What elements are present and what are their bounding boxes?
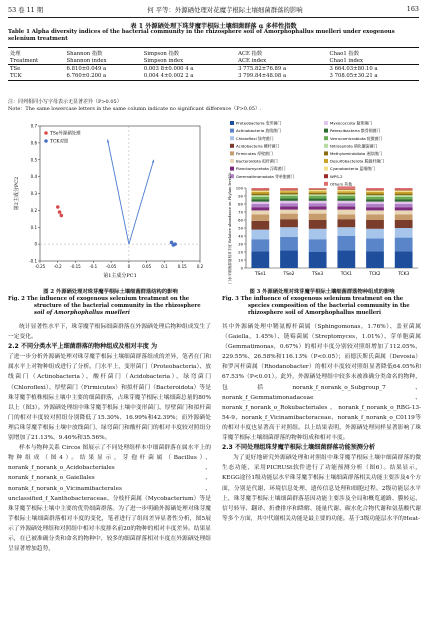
stacked-bar-segment: [251, 239, 269, 251]
loading-arrow: [108, 140, 129, 245]
right-column: [222, 322, 421, 524]
stacked-bar-segment: [251, 251, 269, 268]
stacked-bar-segment: [309, 214, 327, 220]
stacked-bar-segment: [251, 195, 269, 197]
stacked-bar-segment: [309, 198, 327, 200]
stacked-bar-segment: [395, 204, 413, 207]
legend-label: Proteobacteria 变形菌门: [236, 120, 282, 126]
legend-swatch: [230, 151, 234, 155]
stacked-bar-segment: [337, 186, 355, 188]
stacked-bar-segment: [251, 210, 269, 214]
stacked-bar-segment: [337, 227, 355, 236]
y-tick-label: 80: [238, 201, 243, 207]
y-tick-label: 20: [238, 249, 243, 255]
y-tick-label: 40: [238, 233, 243, 239]
stacked-bar-segment: [309, 220, 327, 229]
stacked-bar-segment: [395, 190, 413, 192]
x-tick-label: -0.15: [70, 264, 81, 269]
stacked-bar-segment: [395, 202, 413, 204]
table-cell: 3 664.03±80.10 a: [329, 65, 378, 72]
stacked-bar-segment: [280, 206, 298, 209]
stacked-bar-segment: [366, 207, 384, 210]
y-tick-label: 30: [238, 241, 243, 247]
fig2-caption-en-1: Fig. 2 The influence of exogenous selenium treatment on the: [8, 296, 190, 303]
column-header: Treatment: [8, 57, 65, 65]
legend-label: Actinobacteria 放线菌门: [236, 128, 281, 134]
loading-arrow: [129, 160, 154, 244]
x-tick-label: 0: [127, 264, 131, 269]
legend-label: Methylomirabilota 迷踪菌门: [330, 151, 383, 156]
legend-label: Verrucomicrobiota 疣微菌门: [330, 135, 383, 141]
y-tick-label: 0: [240, 265, 243, 271]
stacked-bar-segment: [366, 204, 384, 207]
y-tick-label: 0.6: [30, 140, 37, 146]
y-tick-label: -0.1: [29, 258, 37, 264]
legend-label: Nitrospirota 硝化螺旋菌门: [330, 143, 378, 149]
stacked-bar-segment: [280, 194, 298, 196]
stacked-bar-segment: [309, 193, 327, 195]
stacked-bar-segment: [309, 194, 327, 196]
legend-swatch: [324, 174, 328, 178]
stacked-bar-segment: [251, 188, 269, 190]
legend-label: Firmicutes 厚壁菌门: [236, 151, 273, 156]
stacked-bar-segment: [337, 190, 355, 192]
left-column: [8, 322, 211, 554]
legend-label: Patescibacteria 髌骨细菌门: [330, 128, 381, 134]
stacked-bar-segment: [280, 190, 298, 191]
fig3-caption: [222, 289, 422, 318]
stacked-bar-segment: [251, 207, 269, 210]
arrow-head: [152, 160, 154, 163]
table-cell: 3 708.05±30.21 a: [328, 73, 419, 81]
alpha-diversity-table: [8, 47, 419, 81]
y-axis-label: 门水平细菌群落相对丰度 Relative abundance on Phylum level/%: [228, 172, 232, 284]
column-header: Shannon index: [65, 57, 142, 65]
section-heading: 2.3 不同处理组珠芽魔芋根际土壤细菌群落功能预测分析: [222, 444, 376, 452]
fig2-caption-en-3: soil of Amorphophallus muelleri: [34, 310, 130, 317]
x-tick-label: TCK2: [369, 272, 381, 277]
running-title: 何 平等：外源硒处理对花魔芋根际土壤细菌群落的影响: [147, 6, 303, 14]
y-tick-label: 0.7: [30, 123, 37, 129]
y-tick-label: 0.3: [30, 191, 37, 196]
legend-label: Chloroflexi 绿弯菌门: [236, 135, 274, 141]
stacked-bar-segment: [251, 190, 269, 191]
stacked-bar-segment: [280, 214, 298, 220]
table-row: [8, 73, 419, 81]
legend-swatch: [324, 167, 328, 171]
legend-label: Myxococcota 黏球菌门: [330, 120, 373, 126]
stacked-bar-segment: [395, 251, 413, 268]
x-tick-label: TSe1: [254, 272, 266, 277]
stacked-bar-segment: [395, 199, 413, 201]
stacked-bar-segment: [280, 190, 298, 191]
fig2-caption-en-2: structure of the bacterial community in the rhizosphere: [34, 303, 201, 310]
legend-swatch: [230, 144, 234, 148]
x-tick-label: -0.25: [34, 264, 46, 269]
legend-label: Desulfobacterota 脱硫杆菌门: [330, 158, 385, 164]
stacked-bar-segment: [337, 250, 355, 268]
stacked-bar-segment: [309, 206, 327, 209]
legend-marker: [44, 131, 48, 135]
y-tick-label: 0: [34, 241, 37, 247]
fig2-caption: [8, 289, 213, 318]
data-point: [172, 243, 176, 247]
stacked-bar-segment: [280, 201, 298, 203]
stacked-bar-segment: [251, 202, 269, 204]
legend-swatch: [324, 159, 328, 163]
paragraph: 为了更好地研究外源硒处理和对照组中珠芽魔芋根际土壤中细菌群落的微生态功能，采用PICRUSt软件进行了功能预测分析（图6）。结果显示，KEGG途径1级功能层水平珠芽魔芋根际土壤细菌群落相关功能主要涉及4个方面，分别是代谢、环境信息处理、遗传信息处理和细胞过程。2级功能层水平上，珠芽魔芋根际土壤细菌群落基因功能主要涉及全局和概览通路、膜转运、信号转导、翻译、折叠排序和降解、能量代谢、碳水化合物代谢和氨基酸代谢等多个方面，其中代谢相关功能是最主要的功能。基于3级功能层水平的Heat-: [222, 455, 421, 522]
legend-swatch: [324, 121, 328, 125]
column-header: Simpson index: [142, 57, 236, 65]
stacked-bar-segment: [251, 221, 269, 230]
stacked-bar-segment: [395, 210, 413, 214]
stacked-bar-segment: [309, 191, 327, 193]
stacked-bar-segment: [395, 197, 413, 199]
x-tick-label: 0.15: [177, 264, 187, 269]
fig3-caption-en-1: Fig. 3 The influence of exogenous selenium treatment on the: [222, 296, 404, 303]
legend-swatch: [324, 136, 328, 140]
stacked-bar-segment: [366, 229, 384, 239]
stacked-bar-segment: [366, 194, 384, 196]
legend-swatch: [324, 144, 328, 148]
stacked-bar-segment: [366, 238, 384, 251]
column-header: Simpson 指数: [142, 48, 236, 58]
phylum-stacked-bar-chart: [222, 118, 422, 288]
y-tick-label: 10: [238, 257, 243, 263]
stacked-bar-segment: [337, 194, 355, 196]
stacked-bar-segment: [366, 251, 384, 268]
table-cell: 6.810±0.049 a: [66, 65, 107, 72]
stacked-bar-segment: [309, 189, 327, 190]
y-tick-label: 100: [235, 185, 243, 191]
legend-swatch: [230, 136, 234, 140]
fig3-caption-en-3: rhizosphere soil of Amorphophallus muelleri: [248, 310, 381, 317]
stacked-bar-segment: [366, 214, 384, 220]
stacked-bar-segment: [251, 194, 269, 196]
column-header: ACE index: [236, 57, 327, 65]
table1-title-en: Table 1 Alpha diversity indices of the bacterial community in the rhizosphere soil of Amorphophallus muelleri under exogenous selenium treatment: [8, 29, 395, 43]
stacked-bar-segment: [395, 238, 413, 252]
paragraph: 其中外源硒处理中鞘氨醇杆菌属（Sphingomonas，1.76%）、盖亚菌属（Gaiella，1.45%）、链霉菌属（Streptomyces，1.01%）、芽单胞菌属（Gemmatimonas，0.67%）的相对丰度分别较对照组增加了112.05%、229.55%、26.58%和116.13%（P<0.05）；而德沃斯氏菌属（Devosia）和罗河杆菌属（Rhodanobacter）的相对丰度较对照组显著降低64.05%和67.53%（P<0.01）。此外，外源硒处理组中较多未被准确分类命名的物种，包括norank_f_norank_o_Subgroup_7、norank_f_Gemmatimonadaceae、norank_f_norank_o_Rokubacteriales、norank_f_norank_o_RBG-13-54-9、norank_f_Vicinamibacteraceae、norank_f_norank_o_C0119等的相对丰度也显著高于对照组。以上结果表明，外源硒处理同样显著影响了珠芽魔芋根际土壤细菌群落的物种组成和相对丰度。: [222, 324, 421, 442]
legend-swatch: [230, 159, 234, 163]
column-header: 处理: [8, 48, 65, 58]
stacked-bar-segment: [309, 188, 327, 189]
y-tick-label: 90: [238, 193, 243, 199]
stacked-bar-segment: [395, 188, 413, 190]
stacked-bar-segment: [395, 207, 413, 210]
column-header: ACE 指数: [236, 48, 327, 58]
stacked-bar-segment: [395, 194, 413, 196]
stacked-bar-segment: [280, 196, 298, 198]
stacked-bar-segment: [366, 210, 384, 214]
stacked-bar-segment: [337, 189, 355, 190]
stacked-bar-segment: [366, 188, 384, 190]
stacked-bar-segment: [395, 190, 413, 191]
stacked-bar-segment: [337, 196, 355, 198]
data-point: [56, 205, 60, 209]
fig3-caption-cn: 图 3 外源硒处理对珠芽魔芋根际土壤细菌群落物种组成的影响: [249, 289, 395, 295]
plot-frame: [40, 126, 200, 261]
running-header: [8, 5, 419, 18]
x-tick-label: 0.05: [142, 264, 152, 269]
stacked-bar-segment: [366, 197, 384, 199]
stacked-bar-segment: [366, 220, 384, 229]
stacked-bar-segment: [337, 206, 355, 209]
stacked-bar-segment: [280, 250, 298, 268]
journal-issue: 53 卷 11 期: [8, 6, 44, 14]
legend-swatch: [324, 129, 328, 133]
data-point: [58, 210, 62, 214]
x-tick-label: 0.2: [196, 264, 204, 269]
y-tick-label: 0.5: [30, 157, 37, 163]
stacked-bar-segment: [395, 214, 413, 220]
column-header: Chao1 index: [328, 57, 419, 65]
stacked-bar-segment: [251, 197, 269, 199]
stacked-bar-segment: [251, 230, 269, 240]
y-tick-label: 50: [238, 225, 243, 231]
table1-note-en: Note：The same lowercase letters in the same column indicate no significant difference（P>0.05）.: [8, 105, 262, 112]
stacked-bar-segment: [251, 214, 269, 220]
legend-label: Gemmatimonadota 芽单胞菌门: [236, 173, 295, 179]
stacked-bar-segment: [309, 196, 327, 198]
stacked-bar-segment: [366, 195, 384, 197]
y-tick-label: 0.2: [30, 207, 37, 213]
table-cell: 3 799.84±48.08 a: [236, 73, 327, 81]
paragraph: 统计显著性水平下，珠芽魔芋根际细菌群落在外源硒处理后物种组成发生了一定变化。: [8, 324, 211, 341]
stacked-bar-segment: [280, 237, 298, 251]
paragraph: 样本与物种关系 Circos 图展示了不同处理组样本中细菌群落在属水平上的物种组成（图4）。结果显示，芽孢杆菌属（Bacillus）、norank_f_norank_o_Acidobacteriales、norank_f_norank_o_Gaiellales、norank_f_norank_o_Vicinamibacterales、unclassified_f_Xanthobacteraceae、分枝杆菌属（Mycobacterium）等是珠芽魔芋根际土壤中主要的优势细菌群落。为了进一步明确外源硒处理对珠芽魔芋根际土壤细菌群落相对丰度的变化，笔者进行了组间差异显著性分析，图5展示了外源硒处理组和对照组中相对丰度排名前20的物种的相对丰度差异。结果显示，在已被准确分类和命名的物种中，较多的细菌群落相对丰度在外源硒处理组呈显著增加趋势，: [8, 445, 211, 553]
x-axis-label: 第1主成分PC1: [103, 273, 137, 279]
paragraph: 了进一步分析外源硒处理对珠芽魔芋根际土壤细菌群落组成的差异，笔者在门和属水平上对物种组成进行了分析。门水平上，变形菌门（Proteobacteria）、放线菌门（Actinobacteria）、酸杆菌门（Acidobacteria）、绿弯菌门（Chloroflexi）、厚壁菌门（Firmicutes）和拟杆菌门（Bacteroidota）等是珠芽魔芋植株根际土壤中主要的细菌群落，占珠芽魔芋根际土壤细菌总量的80%以上（图3）。外源硒处理组中珠芽魔芋根际土壤中变形菌门、厚壁菌门和拟杆菌门的相对丰度较对照组分别降低了15.30%、16.99%和42.39%；而外源硒处理后珠芽魔芋根际土壤中放线菌门、绿弯菌门和酸杆菌门的相对丰度较对照组分别增加了21.13%、9.46%和35.56%。: [8, 354, 211, 442]
table-row: [8, 65, 419, 73]
data-point: [60, 214, 64, 218]
fig2-caption-cn: 图 2 外源硒处理对珠芽魔芋根际土壤细菌群落结构的影响: [43, 289, 178, 295]
legend-swatch: [230, 121, 234, 125]
stacked-bar-segment: [251, 190, 269, 192]
column-header: Shannon 指数: [65, 48, 142, 58]
stacked-bar-segment: [395, 228, 413, 238]
table-cell: 6.760±0.200 a: [65, 73, 142, 81]
stacked-bar-segment: [309, 239, 327, 252]
legend-label: TCK对照: [50, 139, 69, 145]
stacked-bar-segment: [251, 192, 269, 194]
stacked-bar-segment: [280, 191, 298, 193]
stacked-bar-segment: [337, 201, 355, 203]
y-tick-label: 70: [238, 209, 243, 215]
page-number: 163: [406, 5, 419, 13]
stacked-bar-segment: [280, 188, 298, 190]
stacked-bar-segment: [280, 219, 298, 227]
fig3-caption-en-2: species composition of the bacterial community in the: [248, 303, 410, 310]
stacked-bar-segment: [395, 192, 413, 194]
stacked-bar-segment: [280, 193, 298, 195]
legend-label: Cyanobacteria 蓝细菌门: [330, 166, 376, 172]
stacked-bar-segment: [337, 203, 355, 206]
stacked-bar-segment: [251, 204, 269, 207]
legend-swatch: [324, 151, 328, 155]
pca-chart: [8, 118, 208, 288]
x-tick-label: -0.05: [105, 264, 117, 269]
legend-swatch: [230, 167, 234, 171]
legend-label: Others 其他: [330, 181, 353, 187]
legend-swatch: [324, 182, 328, 186]
legend-label: TSe外源硒处理: [50, 131, 81, 137]
legend-marker: [44, 139, 48, 143]
table-cell: 3 775.82±76.89 a: [238, 65, 287, 72]
stacked-bar-segment: [337, 236, 355, 250]
stacked-bar-segment: [280, 198, 298, 200]
column-header: Chao1 指数: [328, 48, 419, 58]
stacked-bar-segment: [395, 220, 413, 228]
table-cell: TSe: [10, 65, 21, 72]
stacked-bar-segment: [337, 219, 355, 227]
stacked-bar-segment: [280, 227, 298, 237]
stacked-bar-segment: [251, 199, 269, 201]
stacked-bar-segment: [309, 201, 327, 203]
stacked-bar-segment: [366, 202, 384, 204]
x-tick-label: -0.2: [53, 264, 62, 269]
stacked-bar-segment: [309, 203, 327, 206]
y-axis-label: 第2主成分PC2: [14, 176, 20, 211]
table-cell: TCK: [8, 73, 65, 81]
stacked-bar-segment: [309, 210, 327, 214]
table1-note: [8, 99, 419, 112]
x-tick-label: TCK3: [398, 272, 410, 277]
stacked-bar-segment: [366, 199, 384, 201]
x-tick-label: 0.1: [161, 264, 168, 269]
x-tick-label: TSe2: [283, 272, 295, 277]
y-tick-label: 60: [238, 217, 243, 223]
table1-note-cn: 注：同列相同小写字母表示无显著差异（P>0.05）: [8, 99, 122, 105]
legend-label: WPS-2: [330, 173, 343, 179]
y-tick-label: 0.1: [30, 224, 37, 230]
stacked-bar-segment: [280, 203, 298, 206]
stacked-bar-segment: [337, 210, 355, 215]
stacked-bar-segment: [309, 252, 327, 268]
stacked-bar-segment: [280, 210, 298, 214]
stacked-bar-segment: [395, 195, 413, 197]
table-cell: 0.003 8±0.000 4 a: [143, 65, 194, 72]
stacked-bar-segment: [366, 190, 384, 192]
section-heading: 2.2 不同分类水平上细菌群落的物种组成及相对丰度 为: [8, 343, 158, 351]
x-tick-label: TSe3: [312, 272, 324, 277]
y-tick-label: 0.4: [30, 174, 37, 180]
stacked-bar-segment: [309, 229, 327, 239]
stacked-bar-segment: [337, 193, 355, 195]
stacked-bar-segment: [366, 190, 384, 191]
legend-label: Acidobacteria 酸杆菌门: [236, 143, 280, 149]
legend-label: Bacteroidota 拟杆菌门: [236, 158, 278, 164]
stacked-bar-segment: [309, 190, 327, 192]
table1-title-cn: 表 1 外源硒处理下珠芽魔芋根际土壤细菌群落 α 多样性指数: [130, 23, 297, 30]
x-tick-label: -0.1: [89, 264, 98, 269]
stacked-bar-segment: [337, 198, 355, 200]
table-cell: 0.004 4±0.002 2 a: [142, 73, 236, 81]
stacked-bar-segment: [337, 191, 355, 193]
stacked-bar-segment: [366, 192, 384, 194]
legend-label: Planctomycetota 浮霉菌门: [236, 166, 286, 172]
stacked-bar-segment: [337, 214, 355, 219]
legend-swatch: [230, 129, 234, 133]
x-tick-label: TCK1: [340, 272, 352, 277]
